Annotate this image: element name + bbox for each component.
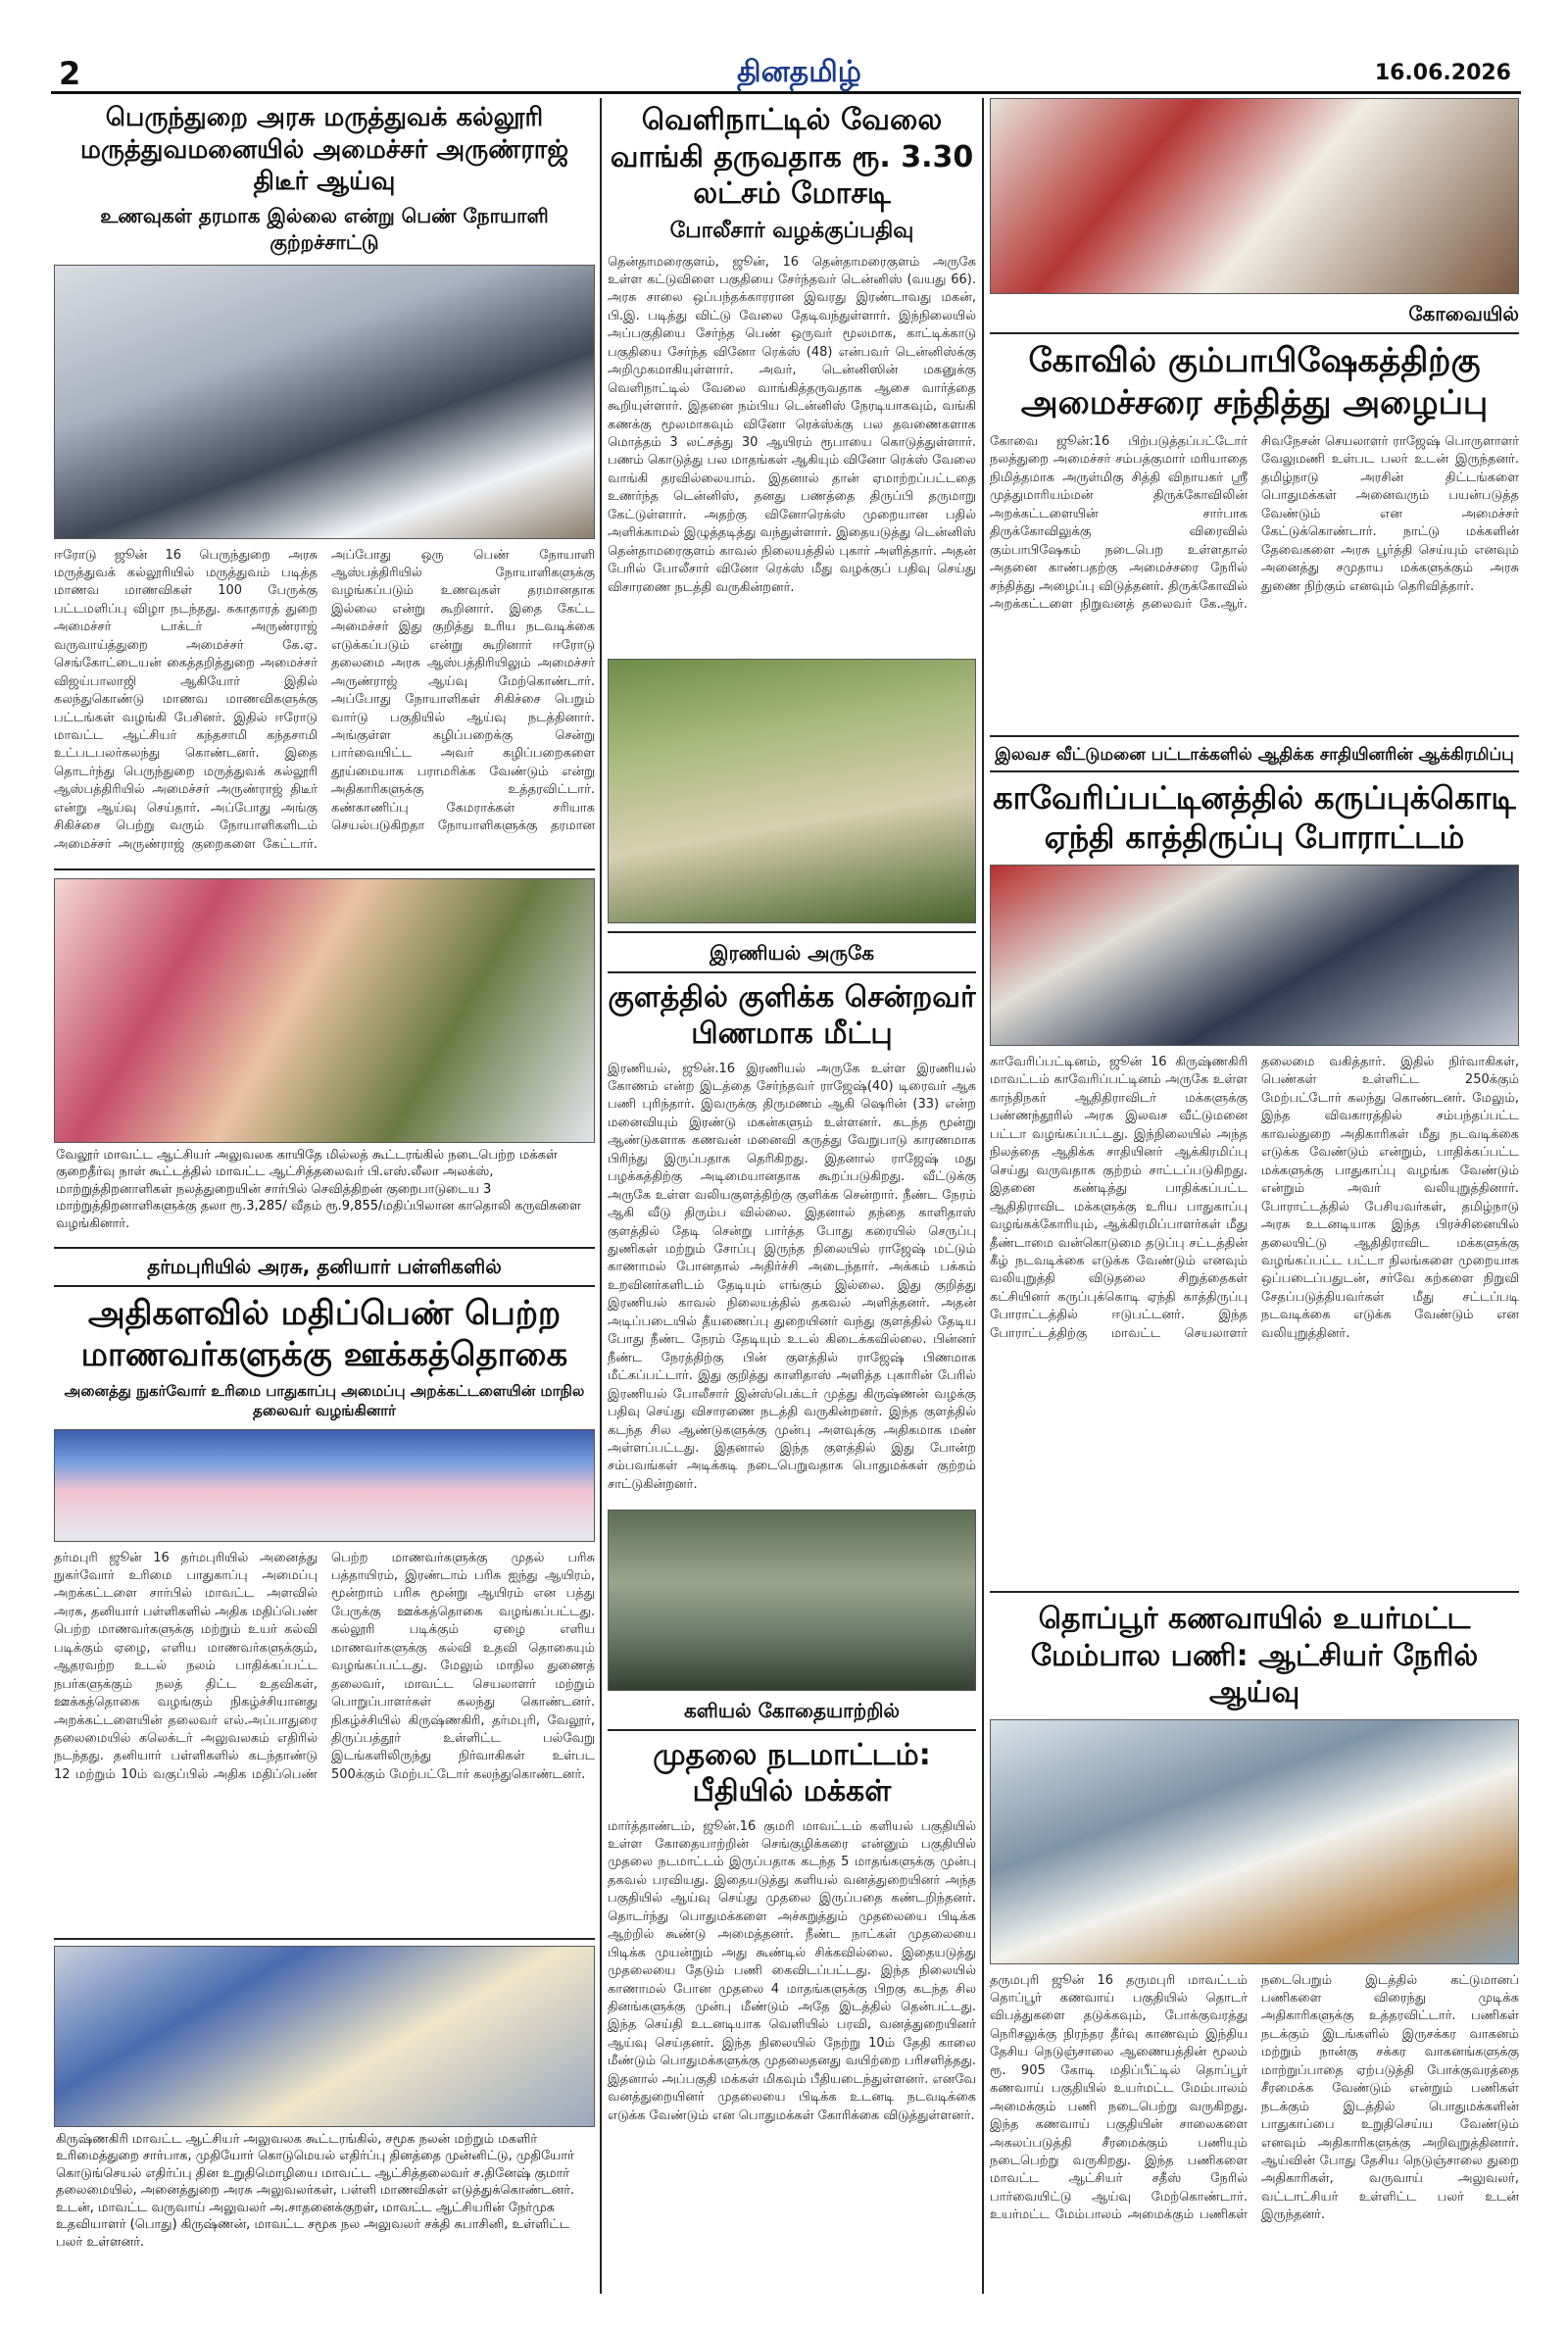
article-body: தருமபுரி ஜூன் 16 தருமபுரி மாவட்டம் தொப்பூர் கணவாய் பகுதியில் தொடர் விபத்துகளை தடுக்கவும், போக்குவரத்து நெரிசலுக்கு நிரந்தர தீர்வு காணவும் இந்திய தேசிய நெடுஞ்சாலை ஆணையத்தின் மூலம் ரூ. 905 கோடி மதிப்பீட்டில் தொப்பூர் கணவாய் பகுதியில் உயர்மட்ட மேம்பாலம் அமைக்கும் பணி நடைபெற்று வருகிறது. இந்த கணவாய் பகுதியின் சாலைகளை அகலப்படுத்தி சீரமைக்கும் பணியும் நடைபெற்று வருகிறது. இந்த பணிகளை மாவட்ட ஆட்சியர் சதீஸ் நேரில் பார்வையிட்டு ஆய்வு மேற்கொண்டார். உயர்மட்ட மேம்பாலம் அமைக்கும் பணிகள் நடைபெறும் இடத்தில் கட்டுமானப் பணிகளை விரைந்து முடிக்க அதிகாரிகளுக்கு உத்தரவிட்டார். பணிகள் நடக்கும் இடங்களில் இருசக்கர வாகனம் மற்றும் நான்கு சக்கர வாகனங்களுக்கு மாற்றுப்பாதை ஏற்படுத்தி போக்குவரத்தை சீரமைக்க வேண்டும் என்றும் பணிகள் நடக்கும் இடத்தில் பொதுமக்களின் பாதுகாப்பை உறுதிசெய்ய வேண்டும் எனவும் அதிகாரிகளுக்கு அறிவுறுத்தினார். ஆய்வின் போது தேசிய நெடுஞ்சாலை துறை அதிகாரிகள், வருவாய் அலுவலர், வட்டாட்சியர் உள்ளிட்ட பலர் உடன் இருந்தனர். xyxy=(990,1972,1519,2223)
story-job-fraud xyxy=(608,102,976,651)
page-number: 2 xyxy=(59,55,81,92)
story-kovai xyxy=(990,98,1519,727)
article-body: தர்மபுரி ஜூன் 16 தர்மபுரியில் அனைத்து நுகர்வோர் உரிமை பாதுகாப்பு அமைப்பு அறக்கட்டளை சார்பில் மாவட்ட அளவில் அரசு, தனியார் பள்ளிகளில் அதிக மதிப்பெண் பெற்ற மாணவர்களுக்கு மற்றும் உயர் கல்வி படிக்கும் ஏழை, எளிய மாணவர்களுக்கும், ஆதரவற்ற உடல் நலம் பாதிக்கப்பட்ட நபர்களுக்கும் நலத் திட்ட உதவிகள், ஊக்கத்தொகை வழங்கும் நிகழ்ச்சியானது அறக்கட்டளையின் தலைவர் எல்.அப்பாதுரை தலைமையில் கலெக்டர் அலுவலகம் எதிரில் நடந்தது. தனியார் பள்ளிகளில் கடந்தாண்டு 12 மற்றும் 10ம் வகுப்பில் அதிக மதிப்பெண் பெற்ற மாணவர்களுக்கு முதல் பரிசு பத்தாயிரம், இரண்டாம் பரிசு ஐந்து ஆயிரம், மூன்றாம் பரிசு மூன்று ஆயிரம் என பத்து பேருக்கு ஊக்கத்தொகை வழங்கப்பட்டது. கல்லூரி படிக்கும் ஏழை எளிய மாணவர்களுக்கு கல்வி உதவி தொகையும் வழங்கப்பட்டது. மேலும் மாநில துணைத் தலைவர், மாவட்ட செயலாளர் மற்றும் பொறுப்பாளர்கள் கலந்து கொண்டனர். நிகழ்ச்சியில் கிருஷ்ணகிரி, தர்மபுரி, வேலூர், திருப்பத்தூர் உள்ளிட்ட பல்வேறு இடங்களிலிருந்து நிர்வாகிகள் உள்பட 500க்கும் மேற்பட்டோர் கலந்துகொண்டனர். xyxy=(54,1550,595,1782)
headline: அதிகளவில் மதிப்பெண் பெற்ற மாணவர்களுக்கு ஊக்கத்தொகை xyxy=(80,1293,568,1374)
story-crocodile xyxy=(608,1699,976,2210)
divider xyxy=(54,868,595,870)
kicker: இரணியல் அருகே xyxy=(608,941,976,973)
headline: குளத்தில் குளிக்க சென்றவர் பிணமாக மீட்பு xyxy=(608,979,976,1051)
photo-caption: வேலூர் மாவட்ட ஆட்சியர் அலுவலக காயிதே மில்லத் கூட்டரங்கில் நடைபெற்ற மக்கள் குறைதீர்வு நாள் கூட்டத்தில் மாவட்ட ஆட்சித்தலைவர் பி.எஸ்.லீலா அலக்ஸ், மாற்றுத்திறனாளிகள் நலத்துறையின் சார்பில் செவித்திறன் குறைபாடுடைய 3 மாற்றுத்திறனாளிகளுக்கு தலா ரூ.3,285/ வீதம் ரூ.9,855/மதிப்பிலான காதொலி கருவிகளை வழங்கினார். xyxy=(56,1147,581,1231)
divider xyxy=(608,931,976,933)
divider xyxy=(54,1247,595,1249)
story-kaveripattinam xyxy=(990,745,1519,1583)
news-photo xyxy=(54,1429,595,1542)
news-photo xyxy=(608,659,976,923)
headline: தொப்பூர் கணவாயில் உயர்மட்ட மேம்பால பணி: ஆட்சியர் நேரில் ஆய்வு xyxy=(1030,1602,1479,1710)
article-body: மார்த்தாண்டம், ஜூன்.16 குமரி மாவட்டம் களியல் பகுதியில் உள்ள கோதையாற்றின் செங்குழிக்கரை என்னும் பகுதியில் முதலை நடமாட்டம் இருப்பதாக கடந்த 5 மாதங்களுக்கு முன்பு தகவல் பரவியது. இதையடுத்து களியல் வனத்துறையினர் அந்த பகுதியில் ஆய்வு செய்து முதலை இருப்பதை கண்டறிந்தனர். தொடர்ந்து பொதுமக்களை அச்சுறுத்தும் முதலையை பிடிக்க ஆற்றில் கூண்டு அமைத்தனர். நீண்ட நாட்கள் முதலையை பிடிக்க முயன்றும் அது கூண்டில் சிக்கவில்லை. இதையடுத்து முதலையை தேடும் பணி கைவிடப்பட்டது. இந்த நிலையில் காணாமல் போன முதலை 4 மாதங்களுக்கு பிறகு கடந்த சில தினங்களுக்கு முன்பு மீண்டும் அதே இடத்தில் தென்பட்டது. இந்த செய்தி உடனடியாக வெளியில் பரவி, வனத்துறையினர் ஆய்வு செய்தனர். இந்த நிலையில் நேற்று 10ம் தேதி காலை மீண்டும் பொதுமக்களுக்கு முதலைதனது வயிற்றை பரிசளித்தது. இதனால் அப்பகுதி மக்கள் மிகவும் பீதியடைந்துள்ளனர். எனவே வனத்துறையினர் முதலையை பிடிக்க உடனடி நடவடிக்கை எடுக்க வேண்டும் என பொதுமக்கள் கோரிக்கை விடுத்துள்ளனர். xyxy=(608,1818,976,2123)
column-1 xyxy=(54,98,595,2255)
headline: காவேரிப்பட்டினத்தில் கருப்புக்கொடி ஏந்தி காத்திருப்பு போராட்டம் xyxy=(993,779,1516,856)
news-photo xyxy=(990,1719,1519,1964)
divider xyxy=(54,1938,595,1940)
column-3 xyxy=(990,98,1519,2266)
divider xyxy=(990,735,1519,737)
column-divider xyxy=(600,98,602,2294)
story-perundurai xyxy=(54,102,595,861)
masthead: தினதமிழ் xyxy=(737,55,861,89)
news-photo xyxy=(608,1510,976,1691)
story-thoppur xyxy=(990,1601,1519,2266)
story-eraniel xyxy=(608,941,976,1502)
story-vellore xyxy=(54,878,595,1241)
kicker: தர்மபுரியில் அரசு, தனியார் பள்ளிகளில் xyxy=(54,1255,595,1287)
headline: வெளிநாட்டில் வேலை வாங்கி தருவதாக ரூ. 3.30 லட்சம் மோசடி xyxy=(610,103,974,211)
kicker: இலவச வீட்டுமனை பட்டாக்களில் ஆதிக்க சாதியினரின் ஆக்கிரமிப்பு xyxy=(990,745,1519,772)
news-photo xyxy=(54,878,595,1143)
column-divider xyxy=(982,98,984,2294)
article-body: காவேரிப்பட்டினம், ஜூன் 16 கிருஷ்ணகிரி மாவட்டம் காவேரிப்பட்டினம் அருகே உள்ள காந்திநகர் ஆதிதிராவிடர் மக்களுக்கு பண்ணந்தூரில் அரசு இலவச வீட்டுமனை பட்டா வழங்கப்பட்டது. இந்நிலையில் அந்த நிலத்தை ஆதிக்க சாதியினர் ஆக்கிரமிப்பு செய்து வருவதாக குற்றம் சாட்டப்படுகிறது. இதனை கண்டித்து பாதிக்கப்பட்ட ஆதிதிராவிட மக்களுக்கு உரிய பாதுகாப்பு வழங்கக்கோரியும், ஆக்கிரமிப்பாளர்கள் மீது தீண்டாமை வன்கொடுமை தடுப்பு சட்டத்தின் கீழ் நடவடிக்கை எடுக்க வேண்டும் எனவும் வலியுறுத்தி விடுதலை சிறுத்தைகள் கட்சியினர் கருப்புக்கொடி ஏந்தி காத்திருப்பு போராட்டத்தில் ஈடுபட்டனர். இந்த போராட்டத்திற்கு மாவட்ட செயலாளர் தலைமை வகித்தார். இதில் நிர்வாகிகள், பெண்கள் உள்ளிட்ட 250க்கும் மேற்பட்டோர் கலந்து கொண்டனர். மேலும், இந்த விவகாரத்தில் சம்பந்தப்பட்ட காவல்துறை அதிகாரிகள் மீது நடவடிக்கை எடுக்க வேண்டும் என்றும், பாதிக்கப்பட்ட மக்களுக்கு பாதுகாப்பு வழங்க வேண்டும் என்றும் அவர் வலியுறுத்தினார். போராட்டத்தில் பேசியவர்கள், தமிழ்நாடு அரசு உடனடியாக இந்த பிரச்சினையில் தலையிட்டு ஆதிதிராவிட மக்களுக்கு வழங்கப்பட்ட பட்டா நிலங்களை முறையாக ஒப்படைப்பதுடன், சர்வே கற்களை நிறுவி சேதப்படுத்தியவர்கள் மீது சட்டப்படி நடவடிக்கை எடுக்க வேண்டும் என வலியுறுத்தினர். xyxy=(990,1055,1519,1341)
news-photo xyxy=(990,98,1519,294)
news-photo xyxy=(990,865,1519,1046)
page-header xyxy=(51,51,1521,94)
news-photo xyxy=(54,1946,595,2127)
subhead: உணவுகள் தரமாக இல்லை என்று பெண் நோயாளி குற்றச்சாட்டு xyxy=(100,203,549,254)
article-body: ஈரோடு ஜூன் 16 பெருந்துறை அரசு மருத்துவக் கல்லூரியில் மருத்துவம் படித்த மாணவ மாணவிகள் 100 பேருக்கு பட்டமளிப்பு விழா நடந்தது. சுகாதாரத் துறை அமைச்சர் டாக்டர் அருண்ராஜ் வருவாய்த்துறை அமைச்சர் கே.ஏ. செங்கோட்டையன் கைத்தறித்துறை அமைச்சர் விஜய்பாலாஜி ஆகியோர் இதில் கலந்துகொண்டு மாணவ மாணவிகளுக்கு பட்டங்கள் வழங்கி பேசினர். இதில் ஈரோடு மாவட்ட ஆட்சியர் கந்தசாமி கந்தசாமி உட்படபலர்கலந்து கொண்டனர். இதை தொடர்ந்து பெருந்துறை மருத்துவக் கல்லூரி ஆஸ்பத்திரியில் அமைச்சர் அருண்ராஜ் திடீர் என்று ஆய்வு செய்தார். அப்போது அங்கு சிகிச்சை பெற்று வரும் நோயாளிகளிடம் அமைச்சர் அருண்ராஜ் குறைகளை கேட்டார். அப்போது ஒரு பெண் நோயாளி ஆஸ்பத்திரியில் நோயாளிகளுக்கு வழங்கப்படும் உணவுகள் தரமானதாக இல்லை என்று கூறினார். இதை கேட்ட அமைச்சர் இது குறித்து உரிய நடவடிக்கை எடுக்கப்படும் என்று கூறினார் ஈரோடு தலைமை அரசு ஆஸ்பத்திரியிலும் அமைச்சர் அருண்ராஜ் ஆய்வு மேற்கொண்டார். அப்போது நோயாளிகள் சிகிச்சை பெறும் வார்டு பகுதியில் ஆய்வு நடத்தினார். அங்குள்ள கழிப்பறைக்கு சென்று பார்வையிட்ட அவர் கழிப்பறைகளை தூய்மையாக பராமரிக்க வேண்டும் என்று அதிகாரிகளுக்கு உத்தரவிட்டார். கண்காணிப்பு கேமராக்கள் சரியாக செயல்படுகிறதா நோயாளிகளுக்கு தரமான xyxy=(54,547,595,852)
article-body: தென்தாமரைகுளம், ஜூன், 16 தென்தாமரைகுளம் அருகே உள்ள கட்டுவிளை பகுதியை சேர்ந்தவர் டென்னிஸ் (வயது 66). அரசு சாலை ஒப்பந்தக்காரரான இவரது இரண்டாவது மகன், பி.இ. படித்து விட்டு வேலை தேடிவந்துள்ளார். இந்நிலையில் அப்பகுதியை சேர்ந்த பெண் ஒருவர் மூலமாக, காட்டிக்காடு பகுதியை சேர்ந்த வினோ ரெக்ஸ் (48) என்பவர் டென்னிஸ்க்கு அறிமுகமாகியுள்ளார். அவர், டென்னிஸின் மகனுக்கு வெளிநாட்டில் வேலை வாங்கித்தருவதாக ஆசை வார்த்தை கூறியுள்ளார். இதனை நம்பிய டென்னிஸ் நேரடியாகவும், வங்கி கணக்கு மூலமாகவும் வினோ ரெக்ஸ்க்கு பல தவணைகளாக மொத்தம் 3 லட்சத்து 30 ஆயிரம் ரூபாயை கொடுத்துள்ளார். பணம் கொடுத்து பல மாதங்கள் ஆகியும் வினோ ரெக்ஸ் வேலை வாங்கி தரவில்லையாம். இதனால் தான் ஏமாற்றப்பட்டதை உணர்ந்த டென்னிஸ், தனது பணத்தை திருப்பி தருமாறு கேட்டுள்ளார். அதற்கு வினோரெக்ஸ் முறையான பதில் அளிக்காமல் இழுத்தடித்து வந்துள்ளார். இதையடுத்து டென்னிஸ் தென்தாமரைகுளம் காவல் நிலையத்தில் புகார் அளித்தார். அதன் பேரில் போலீசார் வினோ ரெக்ஸ் மீது வழக்குப் பதிவு செய்து விசாரணை நடத்தி வருகின்றனர். xyxy=(608,254,976,595)
story-dharmapuri xyxy=(54,1255,595,1932)
headline: முதலை நடமாட்டம்: பீதியில் மக்கள் xyxy=(653,1737,931,1809)
kicker: களியல் கோதையாற்றில் xyxy=(608,1699,976,1731)
article-body: இரணியல், ஜூன்.16 இரணியல் அருகே உள்ள இரணியல் கோணம் என்ற இடத்தை சேர்ந்தவர் ராஜேஷ்(40) டிரைவர் ஆக பணி புரிந்தார். இவருக்கு திருமணம் ஆகி ஷெரின் (33) என்ற மனைவியும் இரண்டு மகன்களும் உள்ளனர். கடந்த மூன்று ஆண்டுகளாக கணவன் மனைவி கருத்து வேறுபாடு காரணமாக பிரிந்து இருப்பதாக தெரிகிறது. இதனால் ராஜேஷ் மது பழக்கத்திற்கு அடிமையானதாக கூறப்படுகிறது. வீட்டுக்கு அருகே உள்ள வலியகுளத்திற்கு குளிக்க சென்றார். நீண்ட நேரம் ஆகி வீடு திரும்ப வில்லை. இதனால் தந்தை காளிதாஸ் குளத்தில் தேடி சென்று பார்த்த போது கரையில் செருப்பு துணிகள் மற்றும் சோப்பு இருந்த நிலையில் ராஜேஷ் மட்டும் காணாமல் போனதால் அதிர்ச்சி அடைந்தார். அக்கம் பக்கம் உறவினர்களிடம் தேடியும் எங்கும் இல்லை. இது குறித்து இரணியல் காவல் நிலையத்தில் தகவல் அளித்தனர். அதன் அடிப்படையில் தீயணைப்பு துறையினர் வந்து குளத்தில் தேடிய போது நீண்ட நேரம் தேடியும் உடல் கிடைக்கவில்லை. பின்னர் நீண்ட நேரத்திற்கு பின் குளத்தில் ராஜேஷ் பிணமாக மீட்கப்பட்டார். இது குறித்து காளிதாஸ் அளித்த புகாரின் பேரில் இரணியல் போலீசார் இன்ஸ்பெக்டர் முத்து கிருஷ்ணன் வழக்கு பதிவு செய்து விசாரணை நடத்தி வருகின்றனர். இந்த குளத்தில் கடந்த சில ஆண்டுகளுக்கு முன்பு அளவுக்கு அதிகமாக மண் அள்ளப்பட்டது. இதனால் இந்த குளத்தில் இது போன்ற சம்பவங்கள் அடிக்கடி நடைபெறுவதாக பொதுமக்கள் குற்றம் சாட்டுகின்றனர். xyxy=(608,1061,976,1492)
divider xyxy=(990,1591,1519,1593)
news-photo xyxy=(54,265,595,539)
issue-date: 16.06.2026 xyxy=(1374,61,1511,85)
subhead: போலீசார் வழக்குப்பதிவு xyxy=(669,218,914,243)
subhead: அனைத்து நுகர்வோர் உரிமை பாதுகாப்பு அமைப்பு அறக்கட்டளையின் மாநில தலைவர் வழங்கினார் xyxy=(64,1381,585,1419)
kicker: கோவையில் xyxy=(990,302,1519,334)
story-krishnagiri xyxy=(54,1946,595,2255)
headline: பெருந்துறை அரசு மருத்துவக் கல்லூரி மருத்துவமனையில் அமைச்சர் அருண்ராஜ் திடீர் ஆய்வு xyxy=(79,103,569,196)
article-body: கோவை ஜூன்:16 பிற்படுத்தப்பட்டோர் நலத்துறை அமைச்சர் சம்பத்குமார் மரியாதை நிமித்தமாக அருள்மிகு சித்தி விநாயகர் ஸ்ரீ முத்துமாரியம்மன் திருக்கோவிலின் அறக்கட்டளையின் சார்பாக திருக்கோவிலுக்கு விரைவில் கும்பாபிஷேகம் நடைபெற உள்ளதால் அதனை காண்பதற்கு அமைச்சரை நேரில் சந்தித்து அழைப்பு விடுத்தனர். திருக்கோவில் அறக்கட்டளை நிறுவனத் தலைவர் கே.ஆர். சிவநேசன் செயலாளர் ராஜேஷ் பொருளாளர் வேலுமணி உள்பட பலர் உடன் இருந்தனர். தமிழ்நாடு அரசின் திட்டங்களை பொதுமக்கள் அனைவரும் பயன்படுத்த வேண்டும் என அமைச்சர் கேட்டுக்கொண்டார். நாட்டு மக்களின் தேவைகளை அரசு பூர்த்தி செய்யும் எனவும் அனைத்து சமுதாய மக்களுக்கும் அரசு துணை நிற்கும் எனவும் தெரிவித்தார். xyxy=(990,434,1519,613)
headline: கோவில் கும்பாபிஷேகத்திற்கு அமைச்சரை சந்தித்து அழைப்பு xyxy=(1020,341,1489,422)
column-2 xyxy=(608,98,976,2210)
photo-caption: கிருஷ்ணகிரி மாவட்ட ஆட்சியர் அலுவலக கூட்டரங்கில், சமூக நலன் மற்றும் மகளிர் உரிமைத்துறை சார்பாக, முதியோர் கொடுமெயல் எதிர்ப்பு தினத்தை முன்னிட்டு, முதியோர் கொடுங்செயல் எதிர்ப்பு தின உறுதிமொழியை மாவட்ட ஆட்சித்தலைவர் ச.தினேஷ் குமார் தலைமையில், அனைத்துறை அரசு அலுவலர்கள், பள்ளி மாணவிகள் எடுத்துக்கொண்டனர். உடன், மாவட்ட வருவாய் அலுவலர் அ.சாதனைக்குறள், மாவட்ட ஆட்சியரின் நேர்முக உதவியாளர் (பொது) கிருஷ்ணன், மாவட்ட சமூக நல அலுவலர் சக்தி சுபாசினி, உள்ளிட்ட பலர் உள்ளனர். xyxy=(56,2131,575,2250)
